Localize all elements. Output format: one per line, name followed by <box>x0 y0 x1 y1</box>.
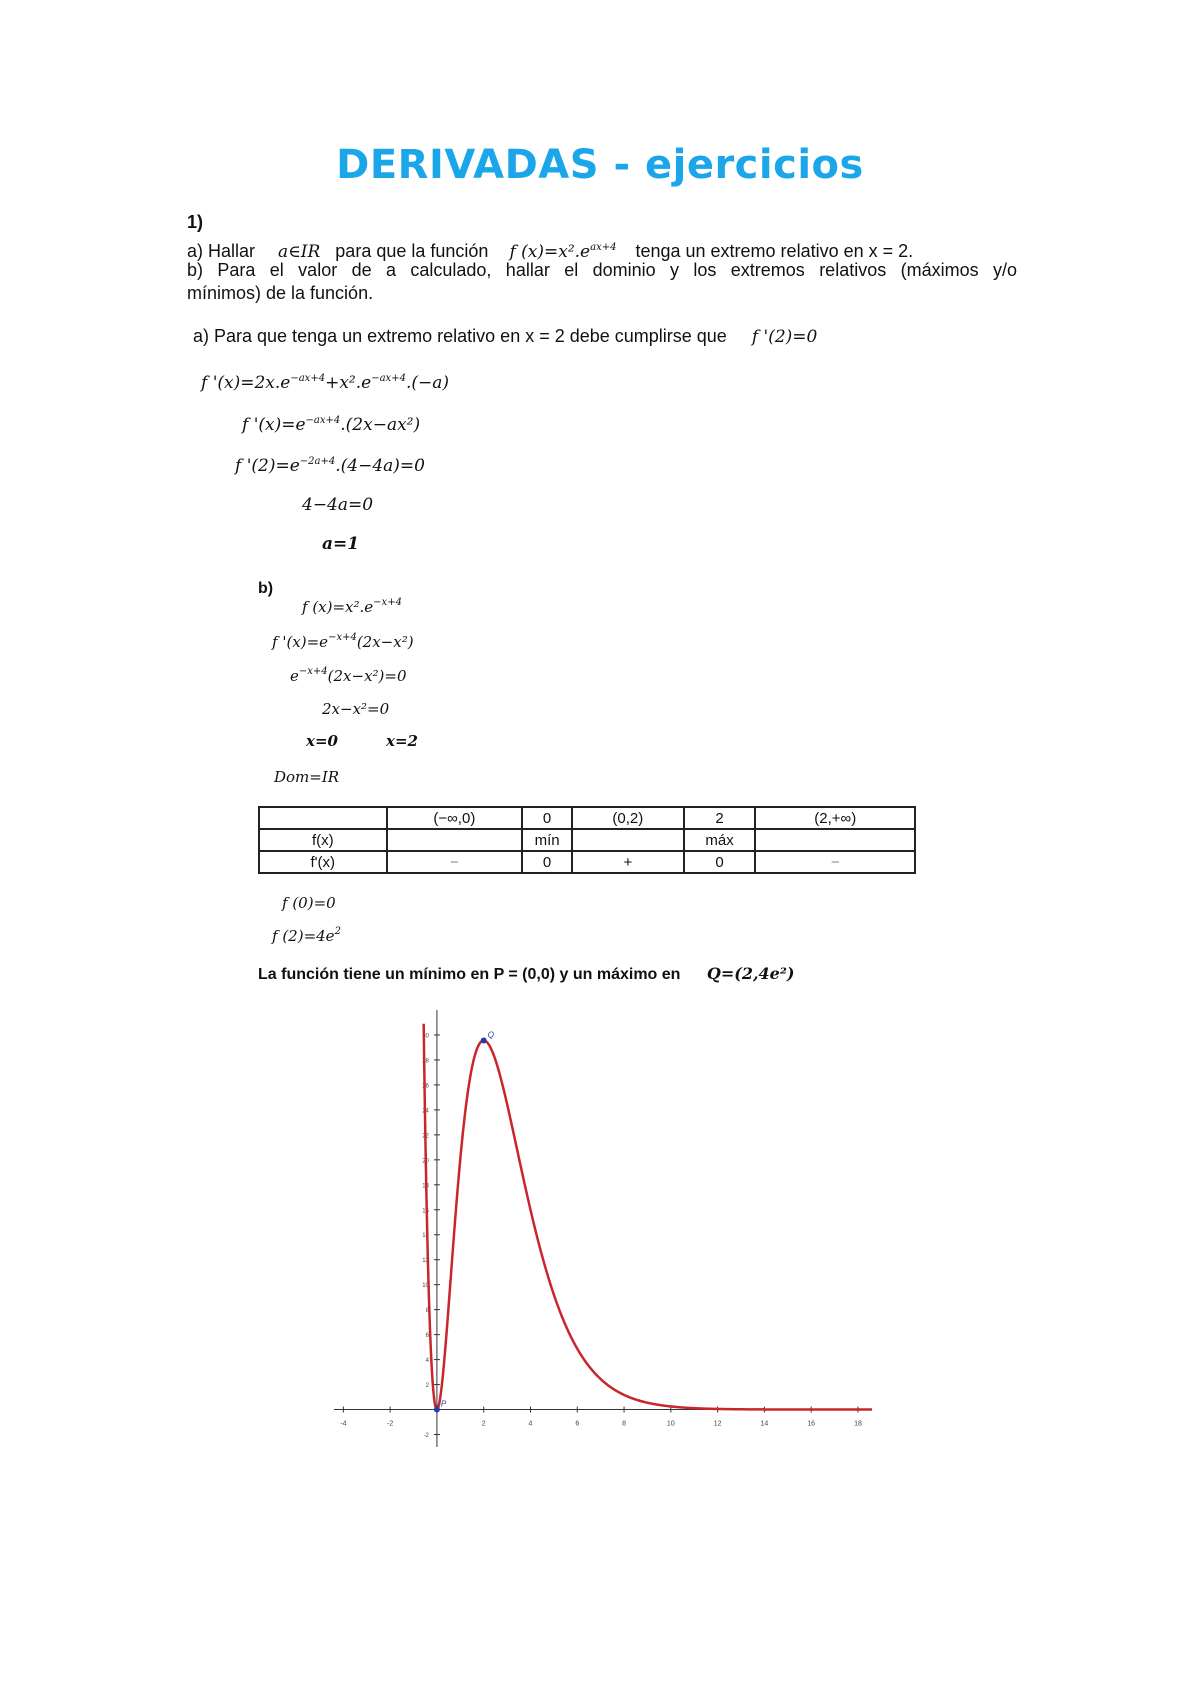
table-header-cell: 0 <box>522 807 572 829</box>
step-1-tail: .(−a) <box>405 373 449 393</box>
table-header-cell: (2,+∞) <box>755 807 915 829</box>
conclusion-text: La función tiene un mínimo en P = (0,0) y un máximo en <box>258 966 681 983</box>
point-q <box>481 1037 487 1043</box>
y-tick-label: 12 <box>422 1258 429 1265</box>
step-3-base: f '(2)=e <box>235 456 300 476</box>
y-tick-label: 8 <box>425 1308 429 1315</box>
b-step-2-exp: −x+4 <box>328 632 357 643</box>
step-3-exp: −2a+4 <box>299 456 336 467</box>
conclusion-math: Q=(2,4e²) <box>706 964 795 983</box>
statement-a-prefix: a) Hallar <box>187 241 256 261</box>
step-2-exp: −ax+4 <box>305 415 341 426</box>
function-base: f (x)=x².e <box>509 242 591 262</box>
part-b-root-2: x=2 <box>386 732 418 750</box>
table-cell: mín <box>522 829 572 851</box>
part-a-condition: f '(2)=0 <box>751 327 818 347</box>
exercise-number: 1) <box>187 212 204 232</box>
y-tick-label: 24 <box>422 1108 429 1115</box>
y-tick-label: 28 <box>422 1058 429 1065</box>
y-tick-label: 6 <box>425 1333 429 1340</box>
part-b-step-4: 2x−x²=0 <box>322 700 390 718</box>
point-label: P <box>440 1399 447 1409</box>
b-step-3-rest: (2x−x²)=0 <box>327 667 407 685</box>
y-tick-label: 26 <box>422 1083 429 1090</box>
x-tick-label: 2 <box>481 1420 486 1428</box>
table-header-cell: (−∞,0) <box>387 807 523 829</box>
x-tick-label: 8 <box>622 1420 627 1428</box>
table-cell: − <box>755 851 915 873</box>
table-cell: f(x) <box>259 829 387 851</box>
graph-points <box>434 1030 494 1412</box>
y-tick-label: 22 <box>422 1133 429 1140</box>
part-b-label: b) <box>258 580 274 597</box>
value-f2-base: f (2)=4e <box>272 927 335 945</box>
y-tick-label: 18 <box>422 1183 429 1190</box>
point-label: Q <box>487 1030 494 1040</box>
y-tick-label: 30 <box>422 1033 429 1040</box>
y-tick-label: 20 <box>422 1158 429 1165</box>
part-a-step-4: 4−4a=0 <box>302 495 374 515</box>
table-cell: f'(x) <box>259 851 387 873</box>
statement-b-line1: b) Para el valor de a calculado, hallar el dominio y los extremos relativos (máximos y/o <box>187 260 1017 280</box>
step-1-rest: +x².e <box>325 373 372 393</box>
x-tick-label: 10 <box>666 1420 675 1428</box>
step-3-rest: .(4−4a)=0 <box>335 456 425 476</box>
x-tick-label: 16 <box>807 1420 816 1428</box>
y-tick-label: 16 <box>422 1208 429 1215</box>
x-tick-label: 12 <box>713 1420 722 1428</box>
table-cell: + <box>572 851 684 873</box>
value-f2-exp: 2 <box>334 926 341 937</box>
part-b-root-1: x=0 <box>306 732 338 750</box>
statement-a-math: a∈IR <box>278 242 321 262</box>
statement-a-middle: para que la función <box>335 241 489 261</box>
part-b-domain: Dom=IR <box>274 768 340 786</box>
step-2-base: f '(x)=e <box>242 415 306 435</box>
y-tick-label: 4 <box>425 1358 429 1365</box>
x-tick-label: -4 <box>340 1420 347 1428</box>
step-1-exp: −ax+4 <box>290 373 326 384</box>
table-cell: − <box>387 851 523 873</box>
b-step-2-rest: (2x−x²) <box>356 633 414 651</box>
x-tick-label: 14 <box>760 1420 769 1428</box>
y-tick-label: 14 <box>422 1233 429 1240</box>
step-1-exp2: −ax+4 <box>371 373 406 384</box>
value-f0: f (0)=0 <box>282 894 336 912</box>
part-a-intro-text: a) Para que tenga un extremo relativo en x = 2 debe cumplirse que <box>193 326 727 346</box>
table-cell: 0 <box>684 851 756 873</box>
b-step-1-exp: −x+4 <box>373 597 402 608</box>
y-tick-label: 10 <box>422 1283 429 1290</box>
b-step-3-exp: −x+4 <box>298 666 328 677</box>
part-a-result: a=1 <box>322 534 360 554</box>
statement-a-suffix: tenga un extremo relativo en x = 2. <box>635 241 914 261</box>
step-2-rest: .(2x−ax²) <box>340 415 421 435</box>
x-tick-label: 4 <box>528 1420 533 1428</box>
y-tick-label: 2 <box>425 1383 429 1390</box>
table-header-cell: 2 <box>684 807 756 829</box>
page-title: DERIVADAS - ejercicios <box>336 142 864 188</box>
y-tick-label: -2 <box>423 1433 429 1440</box>
table-header-cell: (0,2) <box>572 807 684 829</box>
statement-b-line2: mínimos) de la función. <box>187 283 374 303</box>
b-step-1-base: f (x)=x².e <box>302 598 374 616</box>
point-p <box>434 1407 440 1413</box>
x-tick-label: 6 <box>575 1420 580 1428</box>
x-tick-label: 18 <box>854 1420 862 1428</box>
function-exponent: ax+4 <box>590 242 617 253</box>
b-step-3-base: e <box>290 667 299 685</box>
table-cell: máx <box>684 829 756 851</box>
x-tick-label: -2 <box>387 1420 394 1428</box>
table-cell: 0 <box>522 851 572 873</box>
function-curve <box>424 1024 872 1410</box>
b-step-2-base: f '(x)=e <box>272 633 329 651</box>
step-1-base: f '(x)=2x.e <box>201 373 291 393</box>
